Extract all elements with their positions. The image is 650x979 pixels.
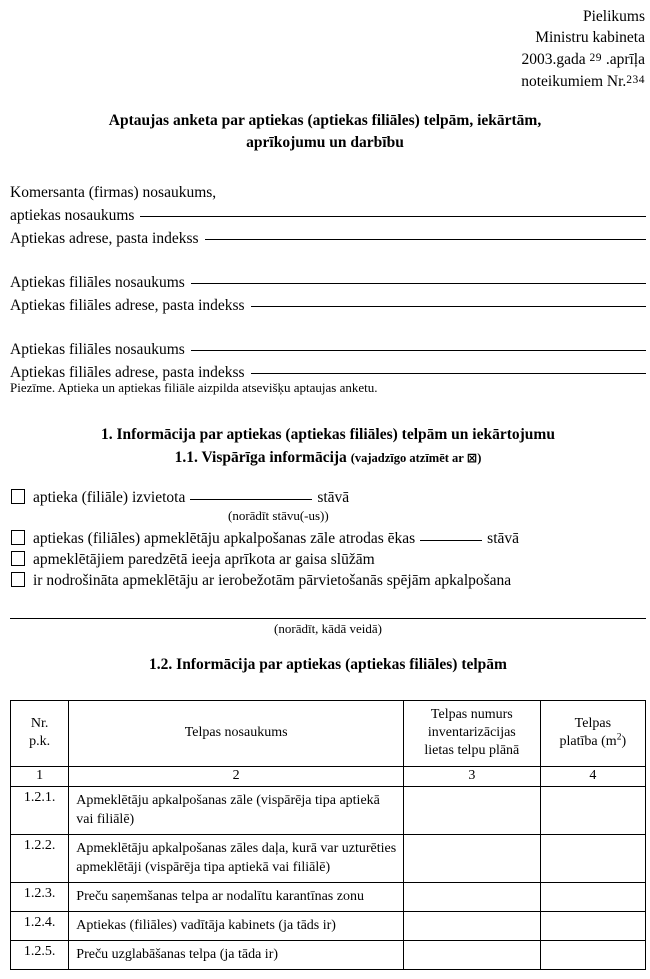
field-branch-name-2[interactable] [10,338,646,361]
table-row [11,941,646,970]
row-premises-name: Aptiekas (filiāles) vadītāja kabinets (ja tāds ir) [69,912,404,941]
section-1-1-heading [10,447,646,469]
field-label: Aptiekas filiāles nosaukums [10,341,185,358]
field-label: aptiekas nosaukums [10,207,135,224]
field-label: Aptiekas filiāles adrese, pasta indekss [10,364,245,381]
table-header-premises-name [69,701,404,767]
page-title-line-1: Aptaujas anketa par aptiekas (aptiekas filiāles) telpām, iekārtām, [108,112,542,129]
field-branch-name-1[interactable] [10,271,646,294]
table-header-number [11,701,69,767]
document-header [385,6,645,92]
table-row [11,835,646,883]
column-number: 2 [69,767,404,787]
row-plan-number-input[interactable] [403,941,540,970]
checkbox-label: ir nodrošināta apmeklētāju ar ierobežotām pārvietošanās spējām apkalpošana [33,572,512,589]
checkbox-row-accessibility[interactable] [11,570,647,591]
table-column-number-row [11,767,646,787]
field-label: Aptiekas filiāles nosaukums [10,274,185,291]
page-title-line-2: aprīkojumu un darbību [246,134,404,151]
row-number: 1.2.4. [11,912,69,941]
checkbox-label [33,487,349,508]
header-date-month: .aprīļa [605,51,645,68]
header-line-regulation-number [385,70,645,92]
section-1-heading: 1. Informācija par aptiekas (aptiekas filiāles) telpām un iekārtojumu [101,426,555,443]
row-area-input[interactable] [540,787,645,835]
checkbox-row-floor-located[interactable] [11,487,647,508]
table-row [11,787,646,835]
field-pharmacy-name[interactable] [10,204,646,227]
table-row [11,912,646,941]
field-rule[interactable] [191,283,646,284]
identification-fields [10,181,646,384]
field-label: Aptiekas adrese, pasta indekss [10,230,199,247]
table-row [11,883,646,912]
checkbox-row-air-lock-entrance[interactable] [11,549,647,570]
checkbox-input[interactable] [11,530,25,545]
header-line-2 [544,733,642,751]
footnote-piezime: Piezīme. Aptieka un aptiekas filiāle aizpilda atsevišķu aptaujas anketu. [10,380,378,395]
header-line-date [385,48,645,70]
row-premises-name: Apmeklētāju apkalpošanas zāles daļa, kurā var uzturēties apmeklētāji (vispārēja tipa aptiekā vai filiālē) [69,835,404,883]
column-number: 3 [403,767,540,787]
row-area-input[interactable] [540,883,645,912]
header-line-pielikums: Pielikums [582,8,645,25]
field-rule[interactable] [251,373,646,374]
row-plan-number-input[interactable] [403,835,540,883]
header-date-prefix: 2003.gada [521,51,586,68]
header-line-ministru-kabineta: Ministru kabineta [535,29,645,46]
table-body [11,787,646,970]
row-premises-name: Apmeklētāju apkalpošanas zāle (vispārēja tipa aptiekā vai filiālē) [69,787,404,835]
field-branch-address-1[interactable] [10,294,646,317]
row-plan-number-input[interactable] [403,883,540,912]
header-date-day: 29 [589,52,602,64]
table-header-row [11,701,646,767]
checkbox-text-after: stāvā [487,530,520,547]
table-header-premises-plan-number [403,701,540,767]
row-number: 1.2.5. [11,941,69,970]
row-plan-number-input[interactable] [403,787,540,835]
section-1-2-heading: 1.2. Informācija par aptiekas (aptiekas filiāles) telpām [149,656,507,673]
field-rule[interactable] [140,216,646,217]
header-line-1: Telpas nosaukums [184,725,288,740]
field-rule[interactable] [191,350,646,351]
header-line-1: Nr. [30,716,49,731]
area-unit-exponent: 2 [616,732,622,743]
header-line-1: Telpas [574,716,612,731]
field-company-name-line1 [10,181,646,204]
table-header-premises-area [540,701,645,767]
page-title [40,110,610,154]
row-premises-name: Preču uzglabāšanas telpa (ja tāda ir) [69,941,404,970]
field-rule[interactable] [205,239,646,240]
header-line-1: Telpas numurs [430,707,513,722]
area-unit-tail: ) [621,734,627,749]
row-number: 1.2.1. [11,787,69,835]
checkbox-text-before: aptieka (filiāle) izvietota [33,489,186,506]
row-number: 1.2.3. [11,883,69,912]
header-regulation-number: 234 [626,74,645,86]
section-1-1-hint-open: (vajadzīgo atzīmēt ar [350,451,467,465]
header-line-3: lietas telpu plānā [424,743,520,758]
caption-floor-hint: (norādīt stāvu(-us)) [228,508,329,523]
field-spacer [10,317,646,338]
row-area-input[interactable] [540,835,645,883]
checkbox-label [33,528,519,549]
general-information-checklist [11,487,647,591]
row-number: 1.2.2. [11,835,69,883]
checkbox-text-before: aptiekas (filiāles) apmeklētāju apkalpošanas zāle atrodas ēkas [33,530,416,547]
section-1-1-title: 1.1. Vispārīga informācija [174,449,347,466]
premises-table [10,700,646,970]
column-number: 4 [540,767,645,787]
field-rule[interactable] [251,306,646,307]
checkbox-input[interactable] [11,489,25,504]
building-floor-value-input[interactable] [420,540,482,541]
header-line-2: inventarizācijas [427,725,516,740]
checked-box-icon: ⊠ [466,450,478,465]
checkbox-text-after: stāvā [317,489,350,506]
column-number: 1 [11,767,69,787]
row-area-input[interactable] [540,941,645,970]
field-label: Komersanta (firmas) nosaukums, [10,184,217,201]
checkbox-input[interactable] [11,551,25,566]
area-unit-text: platība (m [559,734,617,749]
row-plan-number-input[interactable] [403,912,540,941]
row-premises-name: Preču saņemšanas telpa ar nodalītu karantīnas zonu [69,883,404,912]
field-spacer [10,250,646,271]
field-pharmacy-address[interactable] [10,227,646,250]
row-area-input[interactable] [540,912,645,941]
header-line-2: p.k. [29,734,51,749]
field-label: Aptiekas filiāles adrese, pasta indekss [10,297,245,314]
header-regulation-prefix: noteikumiem Nr. [521,73,627,90]
manner-of-service-input[interactable] [10,618,646,619]
checkbox-input[interactable] [11,572,25,587]
section-1-1-hint-close: ) [477,451,482,465]
checkbox-label: apmeklētājiem paredzētā ieeja aprīkota ar gaisa slūžām [33,551,375,568]
checkbox-row-hall-building-floor[interactable] [11,528,647,549]
floor-value-input[interactable] [190,499,312,500]
caption-manner-hint: (norādīt, kādā veidā) [274,621,382,636]
